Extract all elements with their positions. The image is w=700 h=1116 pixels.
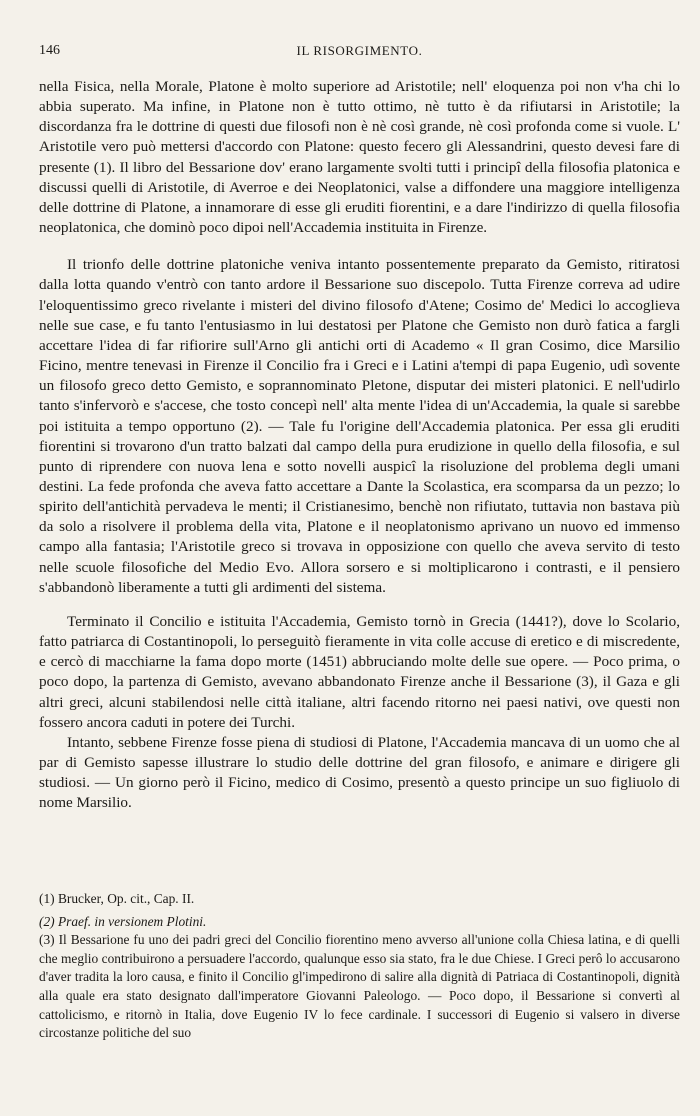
footnote: (3) Il Bessarione fu uno dei padri greci del Concilio fiorentino meno avverso all'unione colla Chiesa latina, e di quelli che meglio contribuirono a persuadere l'accordo, qualunque esso sia stato, fra le due Chiese. I Greci perô lo accusarono d'aver tradita la loro causa, e finito il Concilio gl'impedirono di salire alla dignità di Patriaca di Costantinopoli, dignità alla quale era stato designato dall'imperatore Giovanni Paleologo. — Poco dopo, il Bessarione si convertì al cattolicismo, e ritornò in Italia, dove Eugenio IV lo fece cardinale. I successori di Eugenio si valsero in diverse circostanze politiche del suo — [39, 932, 680, 1041]
paragraph: Terminato il Concilio e istituita l'Accademia, Gemisto tornò in Grecia (1441?), dove lo Scolario, fatto patriarca di Costantinopoli, lo perseguitò fieramente in vita colle accuse di eretico e di miscredente, e cercò di macchiarne la fama dopo morte (1451) abbruciando molte delle sue opere. — Poco prima, o poco dopo, la partenza di Gemisto, avevano abbandonato Firenze anche il Bessarione (3), il Gaza e gli altri greci, alcuni stabilendosi nelle città italiane, altri facendo ritorno nei paesi nativi, ove questi non fossero ancora caduti in potere dei Turchi. — [39, 612, 680, 731]
page-number: 146 — [39, 43, 60, 58]
running-title: IL RISORGIMENTO. — [296, 43, 423, 58]
paragraph: Intanto, sebbene Firenze fosse piena di studiosi di Platone, l'Accademia mancava di un uomo che al par di Gemisto sapesse illustrare lo studio delle dottrine del gran filosofo, e animare e dirigere gli studiosi. — Un giorno però il Ficino, medico di Cosimo, presentò a questo principe un suo figliuolo di nome Marsilio. — [39, 733, 680, 812]
body-text — [39, 77, 680, 813]
paragraph: Il trionfo delle dottrine platoniche veniva intanto possentemente preparato da Gemisto, ritiratosi dalla lotta quando v'entrò con tanto ardore il Bessarione suo discepolo. Tutta Firenze correva ad udire l'eloquentissimo greco rivelante i misteri del divino filosofo d'Atene; Cosimo de' Medici lo accoglieva nelle sue case, e fu tanto l'entusiasmo in lui destatosi per Platone che Gemisto non durò fatica a fargli accettare l'idea di far rifiorire sull'Arno gli antichi orti di Academo « Il gran Cosimo, dice Marsilio Ficino, mentre tenevasi in Firenze il Concilio fra i Greci e i Latini a'tempi di papa Eugenio, udì sovente un filosofo greco detto Gemisto, e soprannominato Pletone, disputar dei misteri platonici. E nell'udirlo tanto s'infervorò e s'accese, che tosto concepì nell' alta mente l'idea di un'Accademia, la quale si sarebbe poi istituita a tempo opportuno (2). — Tale fu l'origine dell'Accademia platonica. Per essa gli eruditi fiorentini si trovarono d'un tratto balzati dal campo della pura erudizione in quello della filosofia, e sul punto di riprendere con nuova lena e sotto novelli auspicî la risoluzione del problema degli umani destini. La fede profonda che aveva fatto accettare a Dante la Scolastica, era scomparsa da un pezzo; lo spirito dell'antichità pervadeva le menti; il Cristianesimo, benchè non rifiutato, tuttavia non bastava più da solo a risolvere il problema della vita, Platone e il neoplatonismo aprivano un nuovo ed immenso campo alla fantasia; l'Aristotile greco si trovava in opposizione con quello che aveva servito di testo nelle scuole filosofiche del Medio Evo. Allora sorsero e si moltiplicarono i contrasti, e il pensiero s'abbandonò liberamente a tutti gli ardimenti del sistema. — [39, 256, 680, 596]
paragraph-continued: nella Fisica, nella Morale, Platone è molto superiore ad Aristotile; nell' eloquenza poi non v'ha chi lo abbia superato. Ma infine, in Platone non è tutto ottimo, nè tutto è da rifiutarsi in Aristotile; la discordanza fra le dottrine di questi due filosofi non è nè così grande, nè così profonda come si vuole. L' Aristotile vero può mettersi d'accordo con Platone: questo fecero gli Alessandrini, questo devesi fare di presente (1). Il libro del Bessarione dov' erano largamente svolti tutti i principî della filosofia platonica e discussi quelli di Aristotile, di Averroe e dei Neoplatonici, valse a diffondere una maggiore intelligenza delle dottrine di Platone, a innamorare di esse gli eruditi fiorentini, e a dare l'indirizzo di quella filosofia neoplatonica, che dominò poco dipoi nell'Accademia instituita in Firenze. — [39, 78, 680, 237]
footnotes — [39, 890, 680, 1043]
footnote: (1) Brucker, Op. cit., Cap. II. — [39, 891, 195, 906]
footnote: (2) Praef. in versionem Plotini. — [39, 913, 207, 929]
page-header — [39, 43, 680, 61]
